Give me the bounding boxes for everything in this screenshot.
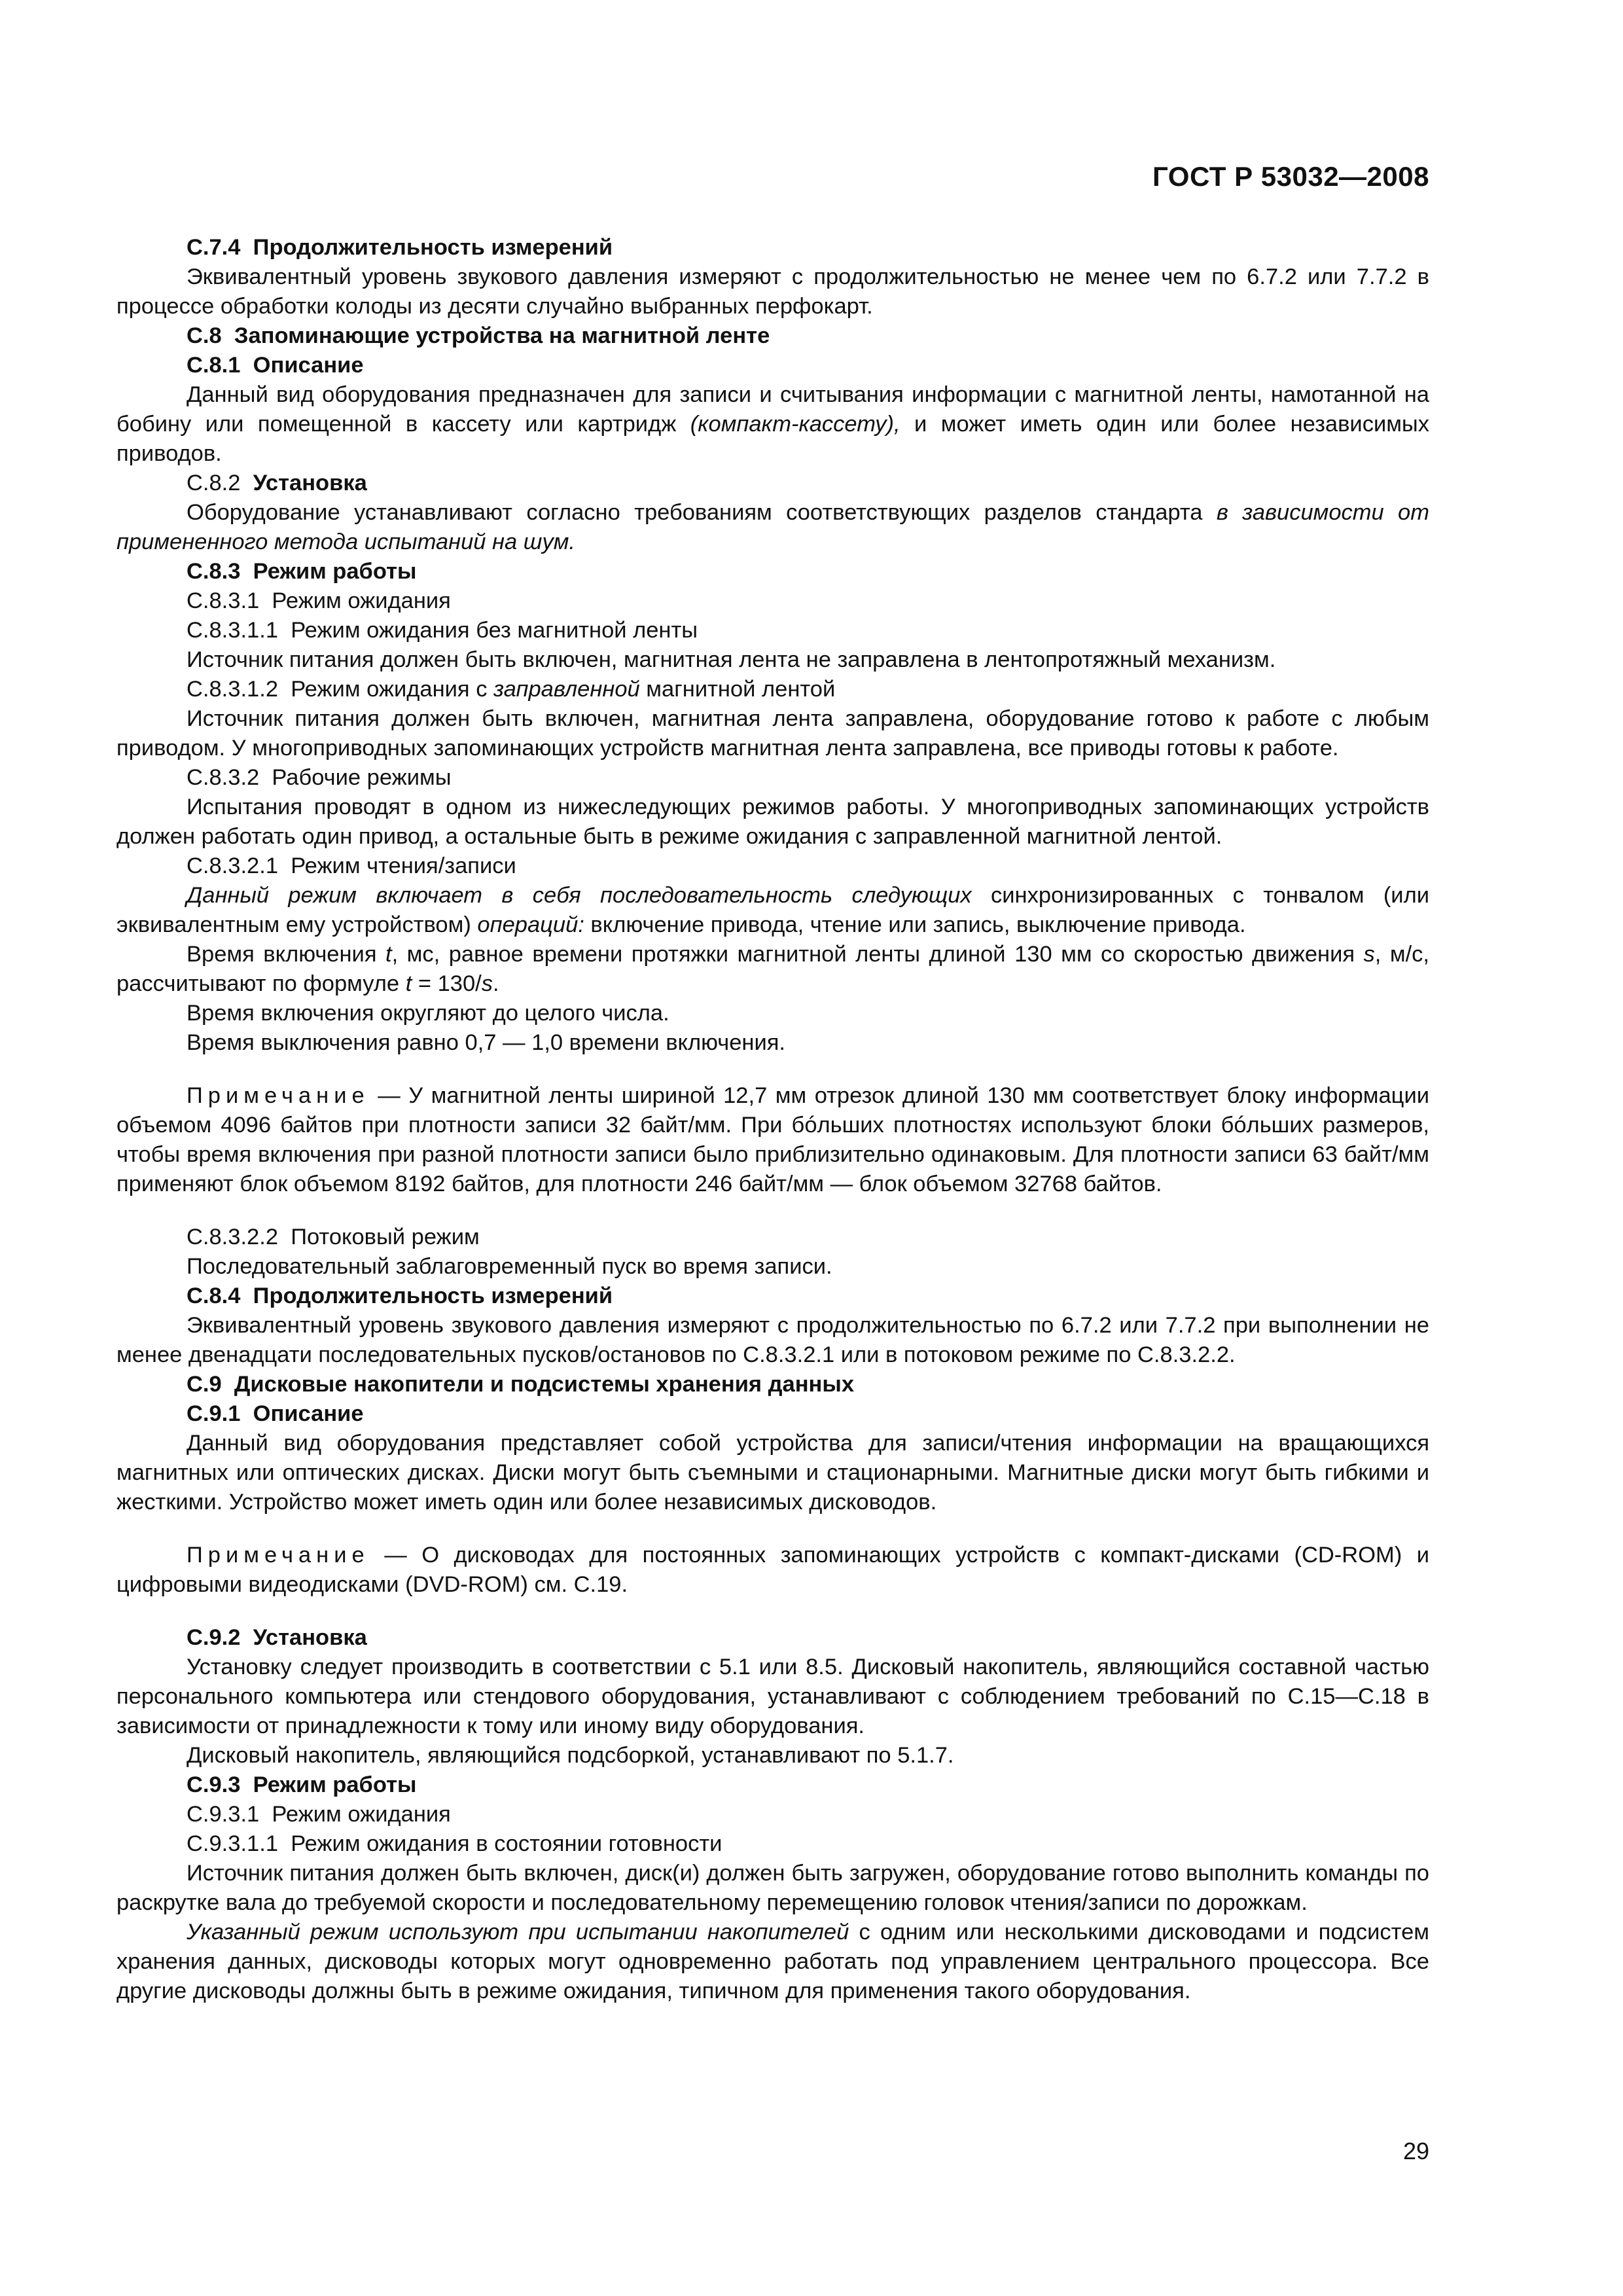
paragraph: Последовательный заблаговременный пуск во время записи.	[187, 1254, 832, 1279]
paragraph: Установку следует производить в соответствии с 5.1 или 8.5. Дисковый накопитель, являющийся составной частью персонального компьютера или стендового оборудования, устанавливают с соблюдением требований по С.15—С.18 в зависимости от принадлежности к тому или иному виду оборудования.	[116, 1655, 1429, 1738]
paragraph: Указанный режим используют при испытании накопителей с одним или несколькими дисководами и подсистем хранения данных, дисководы которых могут одновременно работать под управлением центрального процессора. Все другие дисководы должны быть в режиме ожидания, типичном для применения такого оборудования.	[116, 1920, 1429, 2003]
note: Примечание — У магнитной ленты шириной 12,7 мм отрезок длиной 130 мм соответствует блоку информации объемом 4096 байтов при плотности записи 32 байт/мм. При бóльших плотностях используют блоки бóльших размеров, чтобы время включения при разной плотности записи было приблизительно одинаковым. Для плотности записи 63 байт/мм применяют блок объемом 8192 байтов, для плотности 246 байт/мм — блок объемом 32768 байтов.	[116, 1083, 1429, 1196]
section-heading: С.9.1 Описание	[187, 1401, 364, 1426]
section-heading: С.7.4 Продолжительность измерений	[187, 235, 613, 260]
section-heading: С.9 Дисковые накопители и подсистемы хранения данных	[187, 1372, 855, 1397]
subsection-heading: С.8.3.2.1 Режим чтения/записи	[187, 853, 516, 878]
section-heading: С.8.3 Режим работы	[187, 559, 417, 584]
subsection-heading: С.9.3.1 Режим ожидания	[187, 1802, 451, 1827]
paragraph: Данный режим включает в себя последовательность следующих синхронизированных с тонвалом (или эквивалентным ему устройством) операций: включение привода, чтение или запись, выключение привода.	[116, 883, 1429, 937]
note-label: Примечание	[187, 1083, 370, 1108]
paragraph: Время включения t, мс, равное времени протяжки магнитной ленты длиной 130 мм со скоростью движения s, м/с, рассчитывают по формуле t = 130/s.	[116, 942, 1429, 996]
document-header: ГОСТ Р 53032—2008	[1152, 161, 1429, 192]
section-heading: С.8.1 Описание	[187, 353, 364, 378]
paragraph: Источник питания должен быть включен, магнитная лента заправлена, оборудование готово к работе с любым приводом. У многоприводных запоминающих устройств магнитная лента заправлена, все приводы готовы к работе.	[116, 706, 1429, 761]
subsection-heading: С.8.3.2 Рабочие режимы	[187, 765, 452, 790]
document-body	[116, 233, 1429, 2006]
section-heading: С.9.2 Установка	[187, 1625, 367, 1650]
section-heading: С.8.2 Установка	[187, 471, 367, 495]
subsection-heading: С.8.3.1 Режим ожидания	[187, 588, 451, 613]
paragraph: Время включения округляют до целого числа.	[187, 1001, 669, 1026]
paragraph: Данный вид оборудования предназначен для записи и считывания информации с магнитной ленты, намотанной на бобину или помещенной в кассету или картридж (компакт-кассету), и может иметь один или более независимых приводов.	[116, 382, 1429, 466]
subsection-heading: С.8.3.2.2 Потоковый режим	[187, 1225, 480, 1249]
paragraph: Эквивалентный уровень звукового давления измеряют с продолжительностью не менее чем по 6.7.2 или 7.7.2 в процессе обработки колоды из десяти случайно выбранных перфокарт.	[116, 264, 1429, 319]
section-heading: С.8.4 Продолжительность измерений	[187, 1283, 613, 1308]
paragraph: Время выключения равно 0,7 — 1,0 времени включения.	[187, 1030, 786, 1055]
paragraph: Испытания проводят в одном из нижеследующих режимов работы. У многоприводных запоминающих устройств должен работать один привод, а остальные быть в режиме ожидания с заправленной магнитной лентой.	[116, 795, 1429, 849]
subsection-heading: С.8.3.1.2 Режим ожидания с заправленной магнитной лентой	[187, 677, 836, 702]
note: Примечание — О дисководах для постоянных запоминающих устройств с компакт-дисками (CD-ROM) и цифровыми видеодисками (DVD-ROM) см. С.19.	[116, 1543, 1429, 1597]
paragraph: Источник питания должен быть включен, диск(и) должен быть загружен, оборудование готово выполнить команды по раскрутке вала до требуемой скорости и последовательному перемещению головок чтения/записи по дорожкам.	[116, 1861, 1429, 1915]
paragraph: Данный вид оборудования представляет собой устройства для записи/чтения информации на вращающихся магнитных или оптических дисках. Диски могут быть съемными и стационарными. Магнитные диски могут быть гибкими и жесткими. Устройство может иметь один или более независимых дисководов.	[116, 1431, 1429, 1515]
paragraph: Дисковый накопитель, являющийся подсборкой, устанавливают по 5.1.7.	[187, 1743, 954, 1768]
page-number: 29	[1402, 2138, 1429, 2164]
section-heading: С.8 Запоминающие устройства на магнитной ленте	[187, 323, 770, 348]
paragraph: Источник питания должен быть включен, магнитная лента не заправлена в лентопротяжный механизм.	[187, 647, 1276, 672]
paragraph: Эквивалентный уровень звукового давления измеряют с продолжительностью по 6.7.2 или 7.7.2 при выполнении не менее двенадцати последовательных пусков/остановов по С.8.3.2.1 или в потоковом режиме по С.8.3.2.2.	[116, 1313, 1429, 1367]
subsection-heading: С.8.3.1.1 Режим ожидания без магнитной ленты	[187, 618, 698, 643]
section-heading: С.9.3 Режим работы	[187, 1772, 417, 1797]
note-label: Примечание	[187, 1543, 370, 1568]
paragraph: Оборудование устанавливают согласно требованиям соответствующих разделов стандарта в зависимости от примененного метода испытаний на шум.	[116, 500, 1429, 554]
subsection-heading: С.9.3.1.1 Режим ожидания в состоянии готовности	[187, 1831, 722, 1856]
